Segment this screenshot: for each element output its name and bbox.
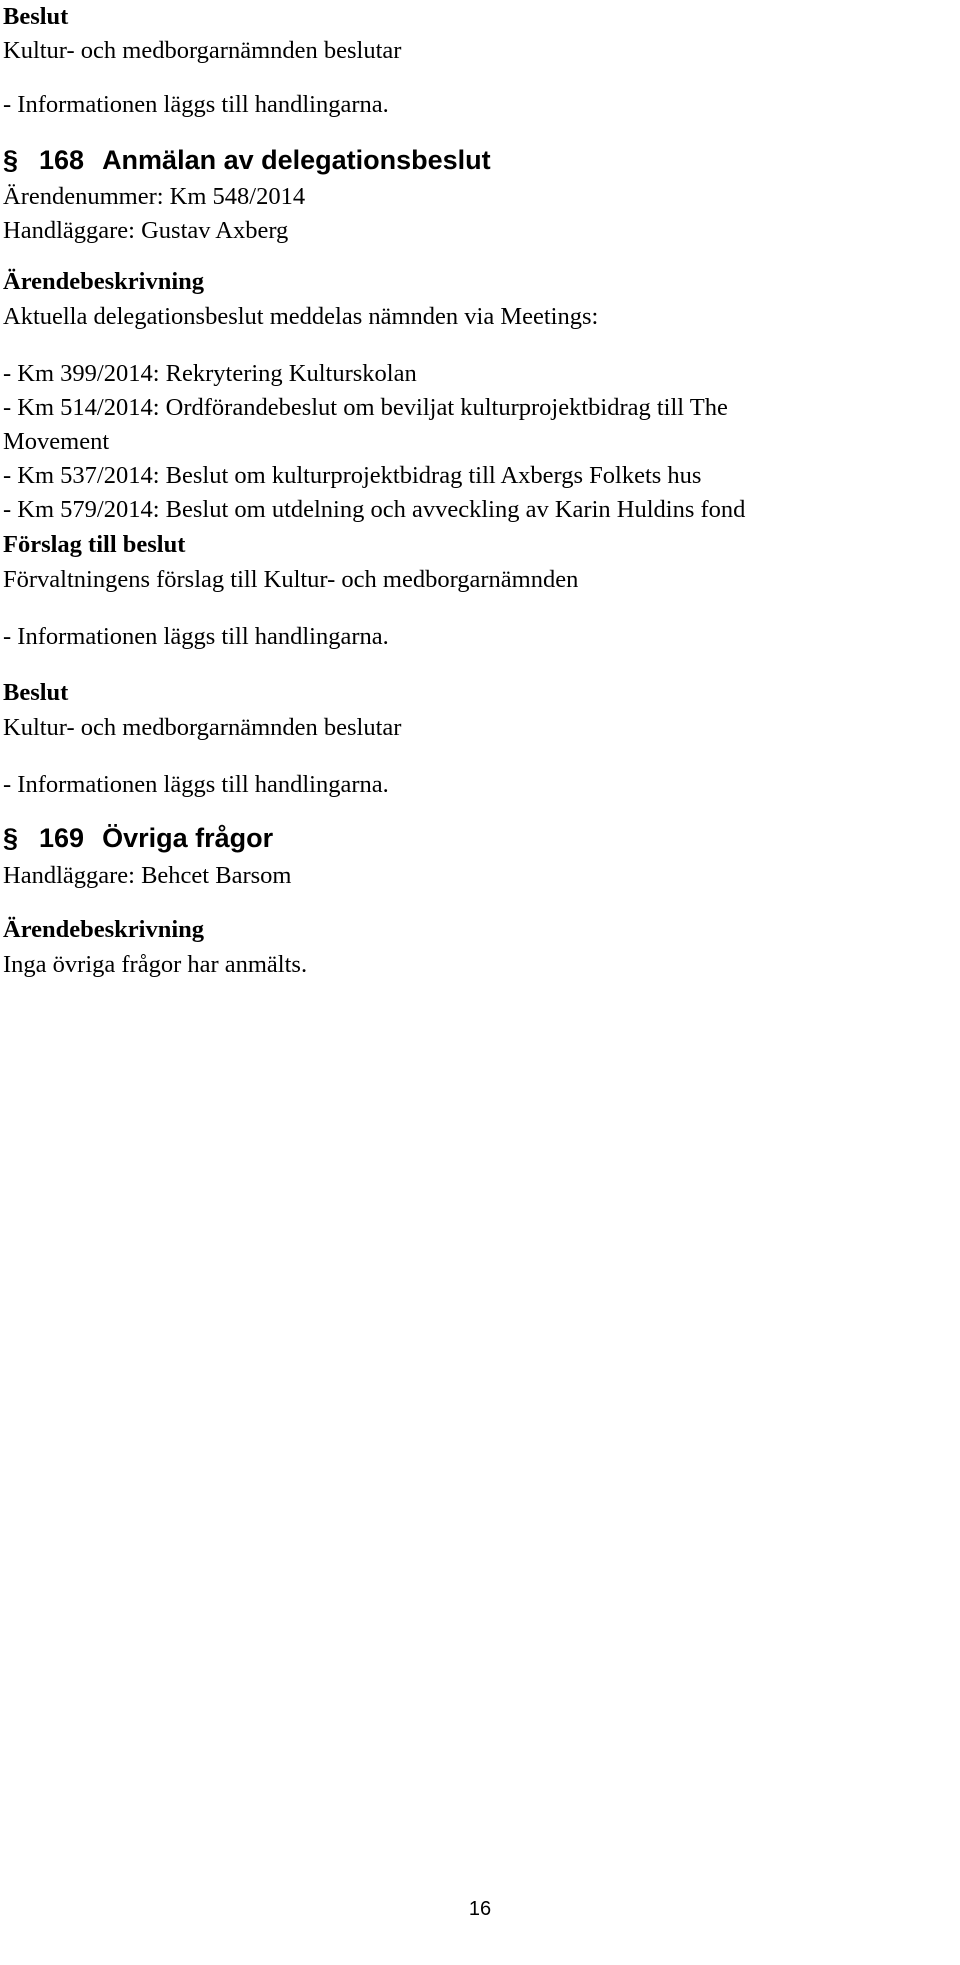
decision-item: - Informationen läggs till handlingarna. [3,771,389,798]
list-item: - Km 399/2014: Rekrytering Kulturskolan [3,360,417,387]
list-item: Movement [3,428,110,455]
section-168-heading [3,140,491,180]
paragraph-sign: § [3,823,19,853]
section-number: 169 [39,823,85,853]
proposal-item: - Informationen läggs till handlingarna. [3,623,389,650]
description-text: Aktuella delegationsbeslut meddelas nämnden via Meetings: [3,303,599,330]
delegation-list [3,357,745,527]
decision-text: Kultur- och medborgarnämnden beslutar [3,714,402,741]
list-item: - Km 537/2014: Beslut om kulturprojektbidrag till Axbergs Folkets hus [3,462,702,489]
section-number: 168 [39,145,85,175]
list-item: - Km 579/2014: Beslut om utdelning och avveckling av Karin Huldins fond [3,496,746,523]
list-item: - Km 514/2014: Ordförandebeslut om beviljat kulturprojektbidrag till The [3,394,728,421]
case-number: Ärendenummer: Km 548/2014 [3,183,306,210]
decision-heading: Beslut [3,679,69,706]
description-heading: Ärendebeskrivning [3,268,205,295]
section-title: Övriga frågor [102,823,274,853]
decision-heading: Beslut [3,3,69,30]
page-number: 16 [468,1898,492,1920]
proposal-heading: Förslag till beslut [3,531,186,558]
section-title: Anmälan av delegationsbeslut [102,145,491,175]
proposal-text: Förvaltningens förslag till Kultur- och medborgarnämnden [3,566,579,593]
handler: Handläggare: Behcet Barsom [3,862,292,889]
description-heading: Ärendebeskrivning [3,916,205,943]
decision-item: - Informationen läggs till handlingarna. [3,91,389,118]
paragraph-sign: § [3,145,19,175]
description-text: Inga övriga frågor har anmälts. [3,951,308,978]
decision-block-top [3,0,401,68]
handler: Handläggare: Gustav Axberg [3,217,289,244]
section-169-heading [3,818,273,858]
decision-text: Kultur- och medborgarnämnden beslutar [3,37,402,64]
